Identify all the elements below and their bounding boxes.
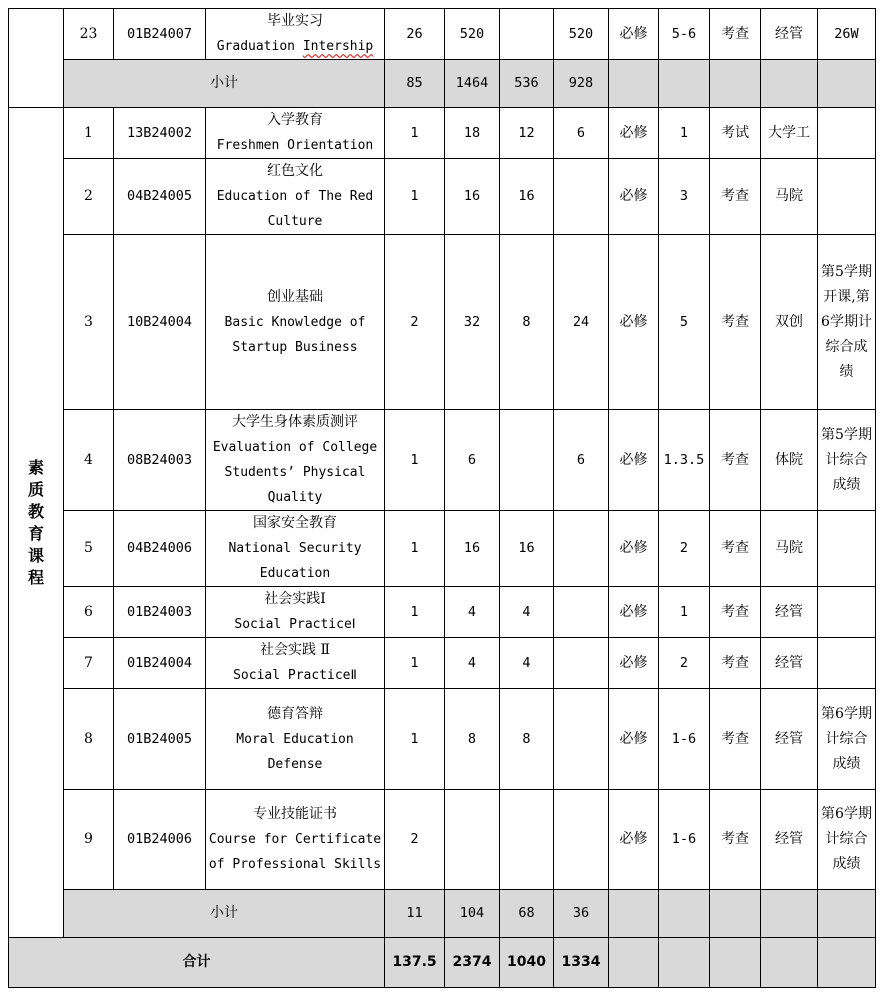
theory-hours: 8 [500, 689, 554, 790]
credit: 1 [385, 689, 445, 790]
subtotal-theory: 68 [500, 890, 554, 938]
subtotal-empty [761, 60, 818, 108]
course-name [206, 108, 385, 159]
course-name [206, 587, 385, 638]
subtotal-label: 小计 [64, 890, 385, 938]
course-name-en: Social PracticeⅡ [233, 668, 357, 683]
practice-hours: 6 [554, 108, 609, 159]
course-name-cn: 红色文化 [267, 163, 323, 179]
theory-hours: 12 [500, 108, 554, 159]
credit: 26 [385, 9, 445, 60]
term: 2 [659, 511, 710, 587]
grand-total-empty [761, 938, 818, 988]
course-name-en: National Security Education [228, 541, 362, 581]
assessment: 考查 [710, 159, 761, 235]
subtotal-practice: 36 [554, 890, 609, 938]
grand-total-credit: 137.5 [385, 938, 445, 988]
table-row [9, 9, 876, 60]
credit: 2 [385, 790, 445, 890]
subtotal-practice: 928 [554, 60, 609, 108]
course-name [206, 790, 385, 890]
department: 体院 [761, 410, 818, 511]
course-code: 01B24003 [114, 587, 206, 638]
theory-hours: 4 [500, 638, 554, 689]
note [818, 511, 876, 587]
table-row [9, 159, 876, 235]
course-name [206, 410, 385, 511]
course-name-en [208, 34, 382, 59]
term: 1 [659, 108, 710, 159]
course-name-cn: 德育答辩 [267, 705, 323, 722]
department: 马院 [761, 511, 818, 587]
total-hours: 16 [445, 159, 500, 235]
course-name-en: Social PracticeⅠ [234, 617, 356, 632]
subtotal-empty [761, 890, 818, 938]
course-no: 3 [64, 235, 114, 410]
theory-hours: 16 [500, 159, 554, 235]
course-no: 23 [64, 9, 114, 60]
course-name-cn: 毕业实习 [267, 13, 323, 29]
course-name [206, 9, 385, 60]
assessment: 考查 [710, 790, 761, 890]
note [818, 638, 876, 689]
total-hours: 4 [445, 638, 500, 689]
theory-hours [500, 9, 554, 60]
note [818, 108, 876, 159]
course-name-cn: 社会实践Ⅰ [264, 591, 326, 607]
course-name-cn: 国家安全教育 [253, 515, 337, 531]
grand-total-hours: 2374 [445, 938, 500, 988]
term: 5-6 [659, 9, 710, 60]
theory-hours: 4 [500, 587, 554, 638]
subtotal-empty [609, 60, 659, 108]
course-name [206, 511, 385, 587]
course-code: 10B24004 [114, 235, 206, 410]
grand-total-empty [609, 938, 659, 988]
theory-hours: 8 [500, 235, 554, 410]
note: 第5学期计综合成绩 [818, 410, 876, 511]
credit: 1 [385, 108, 445, 159]
term: 1-6 [659, 790, 710, 890]
practice-hours: 520 [554, 9, 609, 60]
practice-hours [554, 511, 609, 587]
course-type: 必修 [609, 638, 659, 689]
course-no: 6 [64, 587, 114, 638]
course-code: 01B24005 [114, 689, 206, 790]
department: 经管 [761, 689, 818, 790]
subtotal-credit: 11 [385, 890, 445, 938]
table-row [9, 108, 876, 159]
course-type: 必修 [609, 689, 659, 790]
course-code: 01B24006 [114, 790, 206, 890]
subtotal-row [9, 890, 876, 938]
note: 26W [818, 9, 876, 60]
practice-hours [554, 689, 609, 790]
course-name-en: Education of The Red Culture [216, 189, 374, 229]
total-hours: 18 [445, 108, 500, 159]
course-no: 5 [64, 511, 114, 587]
assessment: 考查 [710, 511, 761, 587]
course-name-en: Freshmen Orientation [216, 138, 374, 153]
note: 第6学期计综合成绩 [818, 790, 876, 890]
practice-hours [554, 587, 609, 638]
practice-hours [554, 159, 609, 235]
assessment: 考试 [710, 108, 761, 159]
table-row [9, 790, 876, 890]
subtotal-empty [659, 890, 710, 938]
department: 大学工 [761, 108, 818, 159]
course-code: 01B24004 [114, 638, 206, 689]
course-code: 01B24007 [114, 9, 206, 60]
department: 马院 [761, 159, 818, 235]
course-name [206, 159, 385, 235]
misspelled-word: Intership [302, 39, 374, 54]
total-hours: 16 [445, 511, 500, 587]
course-name-cn: 入学教育 [267, 112, 323, 128]
credit: 1 [385, 159, 445, 235]
course-type: 必修 [609, 790, 659, 890]
credit: 2 [385, 235, 445, 410]
course-type: 必修 [609, 108, 659, 159]
total-hours: 32 [445, 235, 500, 410]
total-hours: 8 [445, 689, 500, 790]
theory-hours [500, 410, 554, 511]
term: 3 [659, 159, 710, 235]
credit: 1 [385, 587, 445, 638]
term: 2 [659, 638, 710, 689]
table-row [9, 638, 876, 689]
department: 经管 [761, 587, 818, 638]
course-no: 9 [64, 790, 114, 890]
course-name-cn: 社会实践 Ⅱ [260, 642, 330, 658]
note: 第6学期计综合成绩 [818, 689, 876, 790]
practice-hours [554, 638, 609, 689]
grand-total-label: 合计 [9, 938, 385, 988]
grand-total-theory: 1040 [500, 938, 554, 988]
course-name-cn: 大学生身体素质测评 [232, 414, 358, 430]
subtotal-credit: 85 [385, 60, 445, 108]
credit: 1 [385, 410, 445, 511]
course-name [206, 235, 385, 410]
course-no: 1 [64, 108, 114, 159]
total-hours: 520 [445, 9, 500, 60]
course-code: 13B24002 [114, 108, 206, 159]
subtotal-empty [818, 60, 876, 108]
course-name [206, 689, 385, 790]
subtotal-row [9, 60, 876, 108]
course-name-cn: 专业技能证书 [253, 806, 337, 822]
course-code: 08B24003 [114, 410, 206, 511]
practice-hours [554, 790, 609, 890]
grand-total-empty [659, 938, 710, 988]
course-type: 必修 [609, 235, 659, 410]
course-name-cn: 创业基础 [267, 288, 323, 305]
credit: 1 [385, 511, 445, 587]
department: 经管 [761, 9, 818, 60]
course-type: 必修 [609, 587, 659, 638]
note [818, 587, 876, 638]
course-no: 8 [64, 689, 114, 790]
course-name-en-part: Graduation [216, 39, 303, 54]
table-row [9, 587, 876, 638]
subtotal-total: 104 [445, 890, 500, 938]
grand-total-empty [818, 938, 876, 988]
assessment: 考查 [710, 235, 761, 410]
course-type: 必修 [609, 410, 659, 511]
subtotal-total: 1464 [445, 60, 500, 108]
curriculum-table-wrapper [8, 8, 876, 988]
table-row [9, 689, 876, 790]
term: 1.3.5 [659, 410, 710, 511]
practice-hours: 6 [554, 410, 609, 511]
table-row [9, 235, 876, 410]
course-name-en: Course for Certificate of Professional Skills [208, 832, 382, 872]
assessment: 考查 [710, 689, 761, 790]
course-no: 7 [64, 638, 114, 689]
course-code: 04B24005 [114, 159, 206, 235]
term: 1-6 [659, 689, 710, 790]
credit: 1 [385, 638, 445, 689]
course-name [206, 638, 385, 689]
total-hours: 4 [445, 587, 500, 638]
term: 1 [659, 587, 710, 638]
subtotal-empty [710, 60, 761, 108]
total-hours [445, 790, 500, 890]
table-row [9, 511, 876, 587]
subtotal-empty [659, 60, 710, 108]
theory-hours: 16 [500, 511, 554, 587]
course-name-en: Basic Knowledge of Startup Business [224, 314, 366, 355]
course-name-en: Moral Education Defense [236, 731, 354, 772]
course-type: 必修 [609, 511, 659, 587]
subtotal-empty [710, 890, 761, 938]
grand-total-empty [710, 938, 761, 988]
term: 5 [659, 235, 710, 410]
course-name-en: Evaluation of College Students’ Physical Quality [212, 440, 378, 505]
curriculum-table [8, 8, 876, 988]
course-type: 必修 [609, 159, 659, 235]
course-code: 04B24006 [114, 511, 206, 587]
department: 双创 [761, 235, 818, 410]
course-type: 必修 [609, 9, 659, 60]
total-hours: 6 [445, 410, 500, 511]
table-row [9, 410, 876, 511]
assessment: 考查 [710, 638, 761, 689]
subtotal-label: 小计 [64, 60, 385, 108]
course-no: 4 [64, 410, 114, 511]
practice-hours: 24 [554, 235, 609, 410]
assessment: 考查 [710, 9, 761, 60]
category-label: 素质教育课程 [9, 108, 64, 938]
grand-total-practice: 1334 [554, 938, 609, 988]
grand-total-row [9, 938, 876, 988]
note [818, 159, 876, 235]
subtotal-empty [609, 890, 659, 938]
course-no: 2 [64, 159, 114, 235]
department: 经管 [761, 790, 818, 890]
note: 第5学期开课,第6学期计综合成绩 [818, 235, 876, 410]
subtotal-theory: 536 [500, 60, 554, 108]
category-cell-prev [9, 9, 64, 108]
assessment: 考查 [710, 410, 761, 511]
theory-hours [500, 790, 554, 890]
assessment: 考查 [710, 587, 761, 638]
subtotal-empty [818, 890, 876, 938]
department: 经管 [761, 638, 818, 689]
